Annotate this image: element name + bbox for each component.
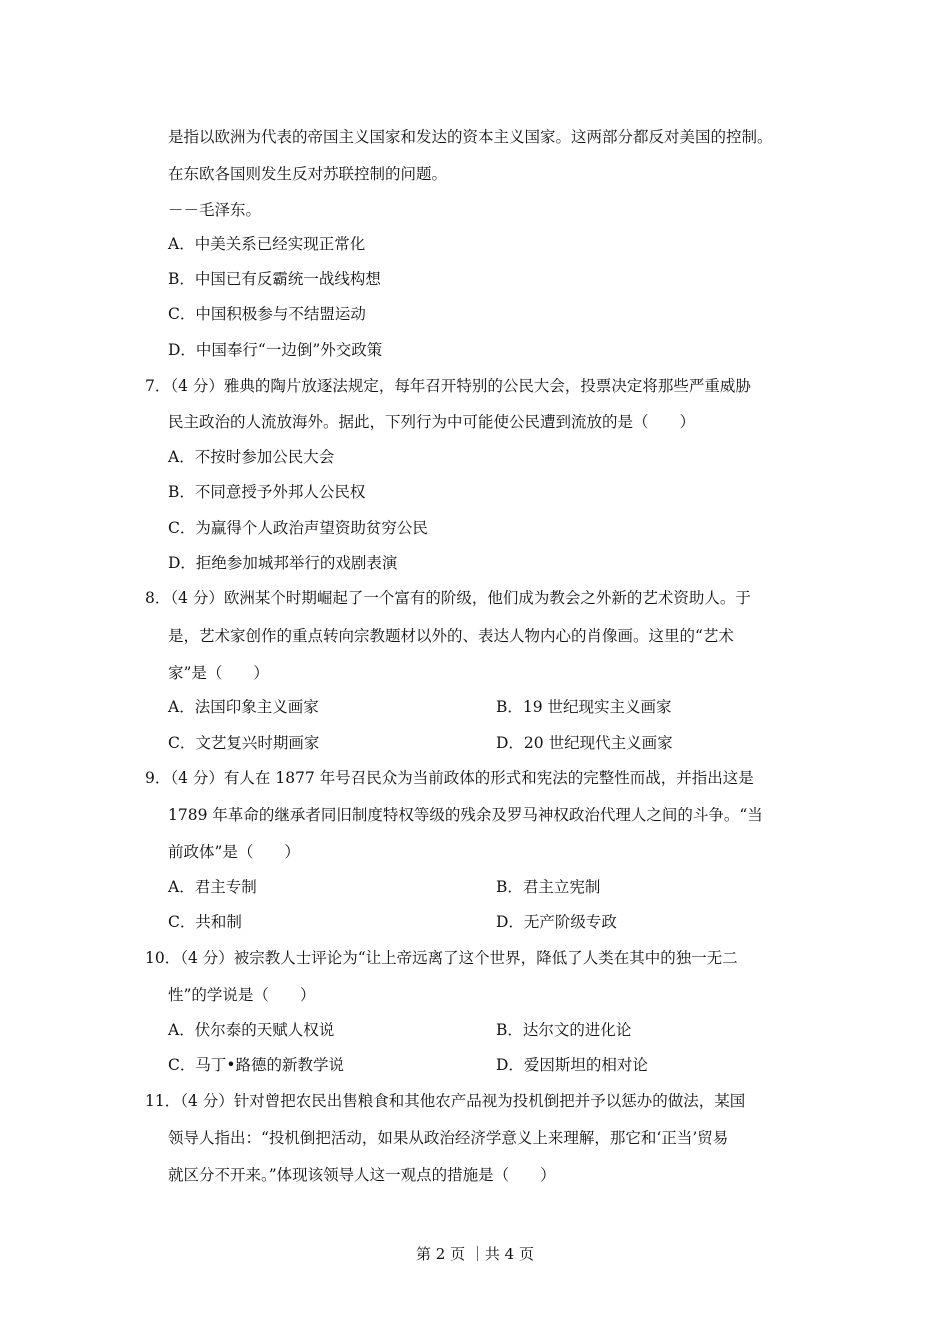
option-c: C．马丁•路德的新教学说 — [168, 1056, 345, 1074]
option-a: A．法国印象主义画家 — [168, 698, 319, 716]
intro-line: 是指以欧洲为代表的帝国主义国家和发达的资本主义国家。这两部分都反对美国的控制。 — [168, 128, 773, 146]
option-a: A．中美关系已经实现正常化 — [168, 235, 366, 253]
option-d: D．无产阶级专政 — [496, 913, 617, 931]
option-d: D．中国奉行“一边倒”外交政策 — [168, 341, 383, 359]
option-d: D．20 世纪现代主义画家 — [496, 734, 673, 752]
option-c: C．中国积极参与不结盟运动 — [168, 305, 366, 323]
option-c: C．为赢得个人政治声望资助贫穷公民 — [168, 519, 428, 537]
option-b: B．不同意授予外邦人公民权 — [168, 483, 366, 501]
question-stem: 11．（4 分）针对曾把农民出售粮食和其他农产品视为投机倒把并予以惩办的做法，某国 — [145, 1092, 746, 1110]
question-stem: 性”的学说是（ ） — [168, 986, 316, 1004]
option-b: B．中国已有反霸统一战线构想 — [168, 270, 381, 288]
question-stem: 领导人指出：“投机倒把活动，如果从政治经济学意义上来理解，那它和‘正当’贸易 — [168, 1129, 729, 1147]
question-stem: 民主政治的人流放海外。据此，下列行为中可能使公民遭到流放的是（ ） — [168, 413, 696, 431]
question-stem: 7．（4 分）雅典的陶片放逐法规定，每年召开特别的公民大会，投票决定将那些严重威胁 — [145, 377, 751, 395]
option-c: C．共和制 — [168, 913, 242, 931]
option-b: B．君主立宪制 — [496, 878, 601, 896]
option-b: B．达尔文的进化论 — [496, 1021, 632, 1039]
option-b: B．19 世纪现实主义画家 — [496, 698, 672, 716]
question-stem: 10．（4 分）被宗教人士评论为“让上帝远离了这个世界，降低了人类在其中的独一无二 — [145, 949, 738, 967]
option-c: C．文艺复兴时期画家 — [168, 734, 320, 752]
quote-attribution: －－毛泽东。 — [168, 201, 262, 219]
option-d: D．拒绝参加城邦举行的戏剧表演 — [168, 554, 398, 572]
question-stem: 9．（4 分）有人在 1877 年号召民众为当前政体的形式和宪法的完整性而战，并指出这是 — [145, 769, 754, 787]
option-a: A．君主专制 — [168, 878, 257, 896]
page-footer: 第 2 页 ｜共 4 页 — [416, 1245, 534, 1263]
option-a: A．不按时参加公民大会 — [168, 448, 335, 466]
option-d: D．爱因斯坦的相对论 — [496, 1056, 648, 1074]
option-a: A．伏尔泰的天赋人权说 — [168, 1021, 335, 1039]
intro-line: 在东欧各国则发生反对苏联控制的问题。 — [168, 165, 448, 183]
question-stem: 前政体”是（ ） — [168, 843, 300, 861]
question-stem: 就区分不开来。”体现该领导人这一观点的措施是（ ） — [168, 1166, 556, 1184]
question-stem: 家”是（ ） — [168, 664, 269, 682]
question-stem: 是，艺术家创作的重点转向宗教题材以外的、表达人物内心的肖像画。这里的“艺术 — [168, 627, 734, 645]
question-stem: 8．（4 分）欧洲某个时期崛起了一个富有的阶级，他们成为教会之外新的艺术资助人。于 — [145, 589, 751, 607]
question-stem: 1789 年革命的继承者同旧制度特权等级的残余及罗马神权政治代理人之间的斗争。“当 — [168, 806, 763, 824]
